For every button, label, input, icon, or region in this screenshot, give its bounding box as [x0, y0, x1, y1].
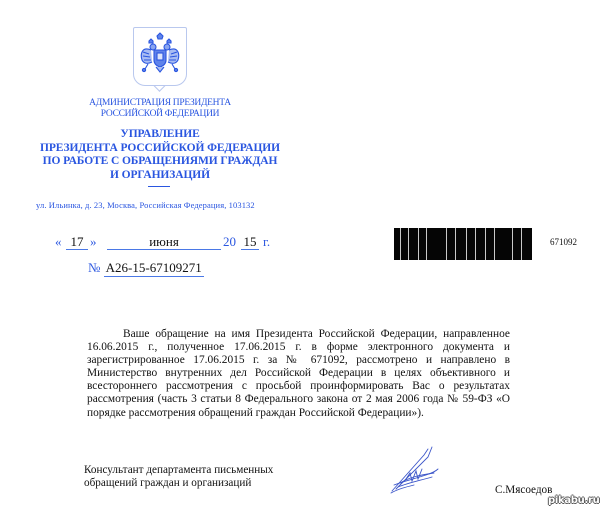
watermark: pikabu.ru — [548, 495, 600, 506]
admin-line-2: РОССИЙСКОЙ ФЕДЕРАЦИИ — [100, 109, 220, 119]
date-close-quote: » — [90, 234, 97, 249]
emblem-frame — [133, 27, 187, 86]
date-suffix: г. — [263, 234, 271, 249]
dept-line-1: УПРАВЛЕНИЕ — [120, 128, 200, 140]
dept-line-4: И ОРГАНИЗАЦИЙ — [110, 168, 210, 181]
signer-title-line-1: Консультант департамента письменных — [84, 464, 274, 476]
dept-line-3: ПО РАБОТЕ С ОБРАЩЕНИЯМИ ГРАЖДАН — [42, 155, 278, 167]
handwritten-signature-icon — [388, 445, 442, 497]
body-paragraph: Ваше обращение на имя Президента Российской Федерации, направленное 16.06.2015 г., полученное 17.06.2015 г. в форме электронного документа и зарегистрированное 17.06.2015 г. за № 671092, рассмотрено и направлено в Министерство внутренних дел Российской Федерации в целях объективного и всестороннего рассмотрения с просьбой проинформировать Вас о результатах рассмотрения (часть 3 статьи 8 Федерального закона от 2 мая 2006 года № 59-ФЗ «О порядке рассмотрения обращений граждан Российской Федерации»). — [87, 328, 510, 419]
date-day: 17 — [66, 234, 88, 250]
admin-line-1: АДМИНИСТРАЦИЯ ПРЕЗИДЕНТА — [89, 98, 231, 108]
administration-heading — [60, 98, 260, 120]
dept-line-2: ПРЕЗИДЕНТА РОССИЙСКОЙ ФЕДЕРАЦИИ — [40, 141, 280, 154]
russian-coat-of-arms-icon — [134, 28, 186, 80]
date-year: 15 — [241, 234, 259, 250]
barcode — [394, 228, 532, 260]
department-heading — [20, 128, 300, 182]
signer-name: С.Мясоедов — [495, 484, 553, 496]
signer-title-line-2: обращений граждан и организаций — [84, 477, 252, 489]
date-month: июня — [107, 234, 221, 250]
letter-body — [87, 328, 510, 420]
date-open-quote: « — [55, 234, 62, 249]
date-century: 20 — [223, 234, 236, 249]
address: ул. Ильинка, д. 23, Москва, Российская Федерация, 103132 — [36, 200, 255, 210]
reference-number — [88, 260, 204, 277]
barcode-number: 671092 — [550, 237, 577, 247]
signer-title — [84, 464, 273, 490]
heading-divider — [148, 186, 170, 187]
reference-value: А26-15-67109271 — [105, 260, 202, 275]
number-symbol: № — [88, 260, 101, 275]
